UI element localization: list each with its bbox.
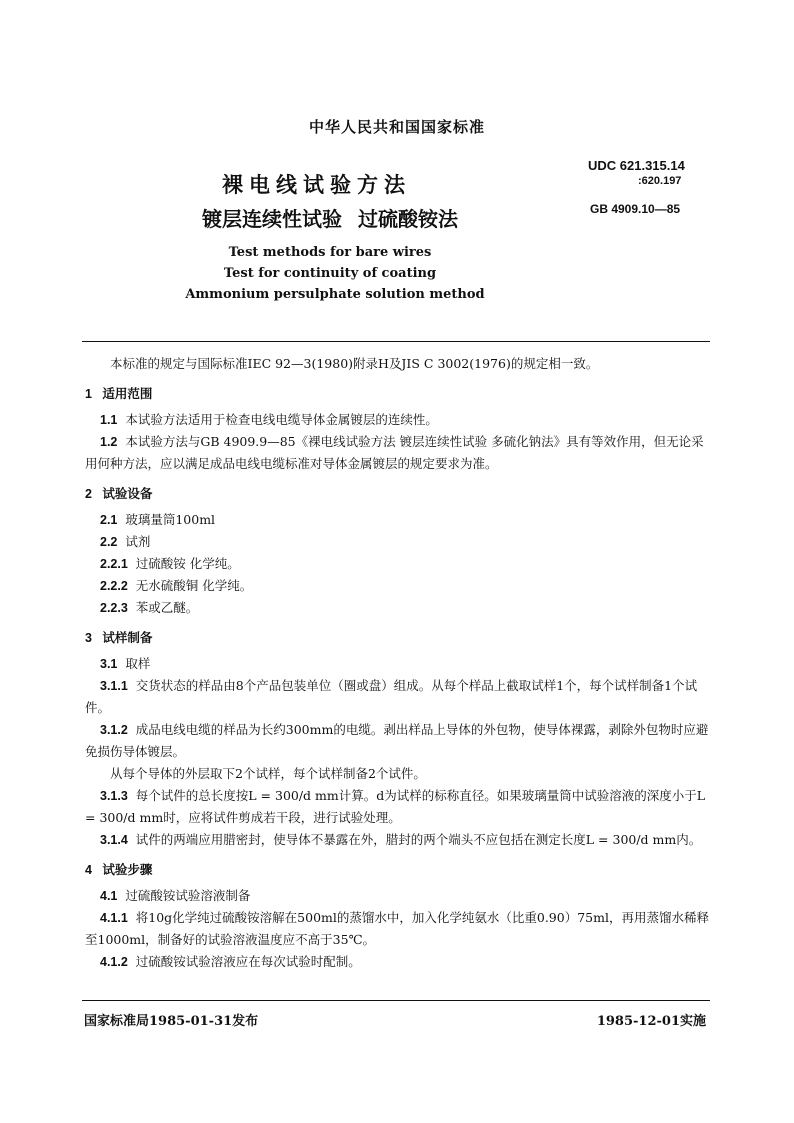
section-3-heading	[85, 627, 710, 649]
clause-4-1-1	[85, 907, 710, 951]
clause-text: 交货状态的样品由8个产品包装单位（圈或盘）组成。从每个样品上截取试样1个，每个试样制备1个试件。	[85, 678, 698, 715]
clause-1-2	[85, 431, 710, 475]
footer-divider	[82, 1000, 710, 1001]
clause-3-1	[85, 653, 710, 675]
title-cn-sub-a: 镀层连续性试验	[202, 207, 342, 231]
clause-text: 试件的两端应用腊密封，使导体不暴露在外，腊封的两个端头不应包括在测定长度L = 300/d mm内。	[135, 832, 702, 847]
section-title: 适用范围	[102, 387, 153, 401]
title-en-line-2: Test for continuity of coating	[223, 266, 437, 281]
clause-3-1-2-continuation: 从每个导体的外层取下2个试样，每个试样制备2个试件。	[110, 766, 426, 781]
clause-text: 成品电线电缆的样品为长约300mm的电缆。剥出样品上导体的外包物，使导体裸露，剥除外包物时应避免损伤导体镀层。	[85, 722, 709, 759]
clause-2-2-3	[85, 597, 710, 619]
intro-paragraph: 本标准的规定与国际标准IEC 92—3(1980)附录H及JIS C 3002(1976)的规定相一致。	[110, 356, 599, 371]
clause-2-2	[85, 531, 710, 553]
effective-date: 1985-12-01实施	[596, 1014, 706, 1029]
clause-2-1	[85, 509, 710, 531]
clause-number: 4.1.2	[100, 955, 128, 969]
clause-text: 将10g化学纯过硫酸铵溶解在500ml的蒸馏水中，加入化学纯氨水（比重0.90）75ml，再用蒸馏水稀释至1000ml，制备好的试验溶液温度应不高于35℃。	[85, 910, 709, 947]
clause-number: 3.1.4	[100, 833, 128, 847]
clause-number: 3.1	[100, 657, 118, 671]
clause-number: 4.1.1	[100, 911, 128, 925]
clause-4-1	[85, 885, 710, 907]
clause-number: 2.2.2	[100, 579, 128, 593]
clause-number: 3.1.2	[100, 723, 128, 737]
title-cn-main: 裸电线试验方法	[222, 172, 411, 197]
section-number: 3	[85, 631, 92, 645]
section-number: 1	[85, 387, 92, 401]
section-number: 2	[85, 487, 92, 501]
clause-number: 2.2.3	[100, 601, 128, 615]
clause-number: 1.1	[100, 413, 118, 427]
section-title: 试验设备	[102, 487, 153, 501]
section-title: 试验步骤	[102, 863, 153, 877]
issuing-country-standard-heading: 中华人民共和国国家标准	[308, 118, 485, 136]
udc-code-continuation: :620.197	[638, 175, 682, 187]
issued-date: 国家标准局1985-01-31发布	[84, 1014, 259, 1029]
clause-text: 过硫酸铵 化学纯。	[135, 556, 240, 571]
clause-text: 每个试件的总长度按L = 300/d mm计算。d为试样的标称直径。如果玻璃量筒中试验溶液的深度小于L = 300/d mm时，应将试件剪成若干段，进行试验处理。	[85, 788, 706, 825]
clause-number: 3.1.3	[100, 789, 128, 803]
section-number: 4	[85, 863, 92, 877]
section-2-heading	[85, 483, 710, 505]
clause-3-1-3	[85, 785, 710, 829]
clause-text: 本试验方法与GB 4909.9—85《裸电线试验方法 镀层连续性试验 多硫化钠法》具有等效作用，但无论采用何种方法，应以满足成品电线电缆标准对导体金属镀层的规定要求为准。	[85, 434, 704, 471]
gb-standard-number: GB 4909.10—85	[590, 202, 681, 216]
section-1-heading	[85, 383, 710, 405]
clause-text: 苯或乙醚。	[135, 600, 199, 615]
clause-number: 3.1.1	[100, 679, 128, 693]
clause-text: 过硫酸铵试验溶液应在每次试验时配制。	[135, 954, 361, 969]
clause-4-1-2	[85, 951, 710, 973]
clause-text: 过硫酸铵试验溶液制备	[125, 888, 251, 903]
clause-3-1-1	[85, 675, 710, 719]
section-title: 试样制备	[102, 631, 153, 645]
document-body	[85, 353, 710, 973]
clause-1-1	[85, 409, 710, 431]
clause-text: 取样	[125, 656, 151, 671]
clause-text: 无水硫酸铜 化学纯。	[135, 578, 253, 593]
header-divider	[82, 341, 710, 342]
section-4-heading	[85, 859, 710, 881]
title-en-line-3: Ammonium persulphate solution method	[185, 287, 485, 302]
clause-text: 玻璃量筒100ml	[125, 512, 216, 527]
clause-3-1-4	[85, 829, 710, 851]
clause-number: 2.2	[100, 535, 118, 549]
clause-3-1-2	[85, 719, 710, 763]
clause-2-2-1	[85, 553, 710, 575]
clause-text: 本试验方法适用于检查电线电缆导体金属镀层的连续性。	[125, 412, 438, 427]
title-cn-sub-b: 过硫酸铵法	[358, 207, 458, 231]
clause-number: 2.2.1	[100, 557, 128, 571]
clause-number: 2.1	[100, 513, 118, 527]
clause-number: 4.1	[100, 889, 118, 903]
clause-2-2-2	[85, 575, 710, 597]
title-en-line-1: Test methods for bare wires	[228, 245, 432, 260]
clause-text: 试剂	[125, 534, 151, 549]
udc-code: UDC 621.315.14	[588, 158, 685, 173]
title-cn-sub	[202, 203, 458, 232]
clause-number: 1.2	[100, 435, 118, 449]
